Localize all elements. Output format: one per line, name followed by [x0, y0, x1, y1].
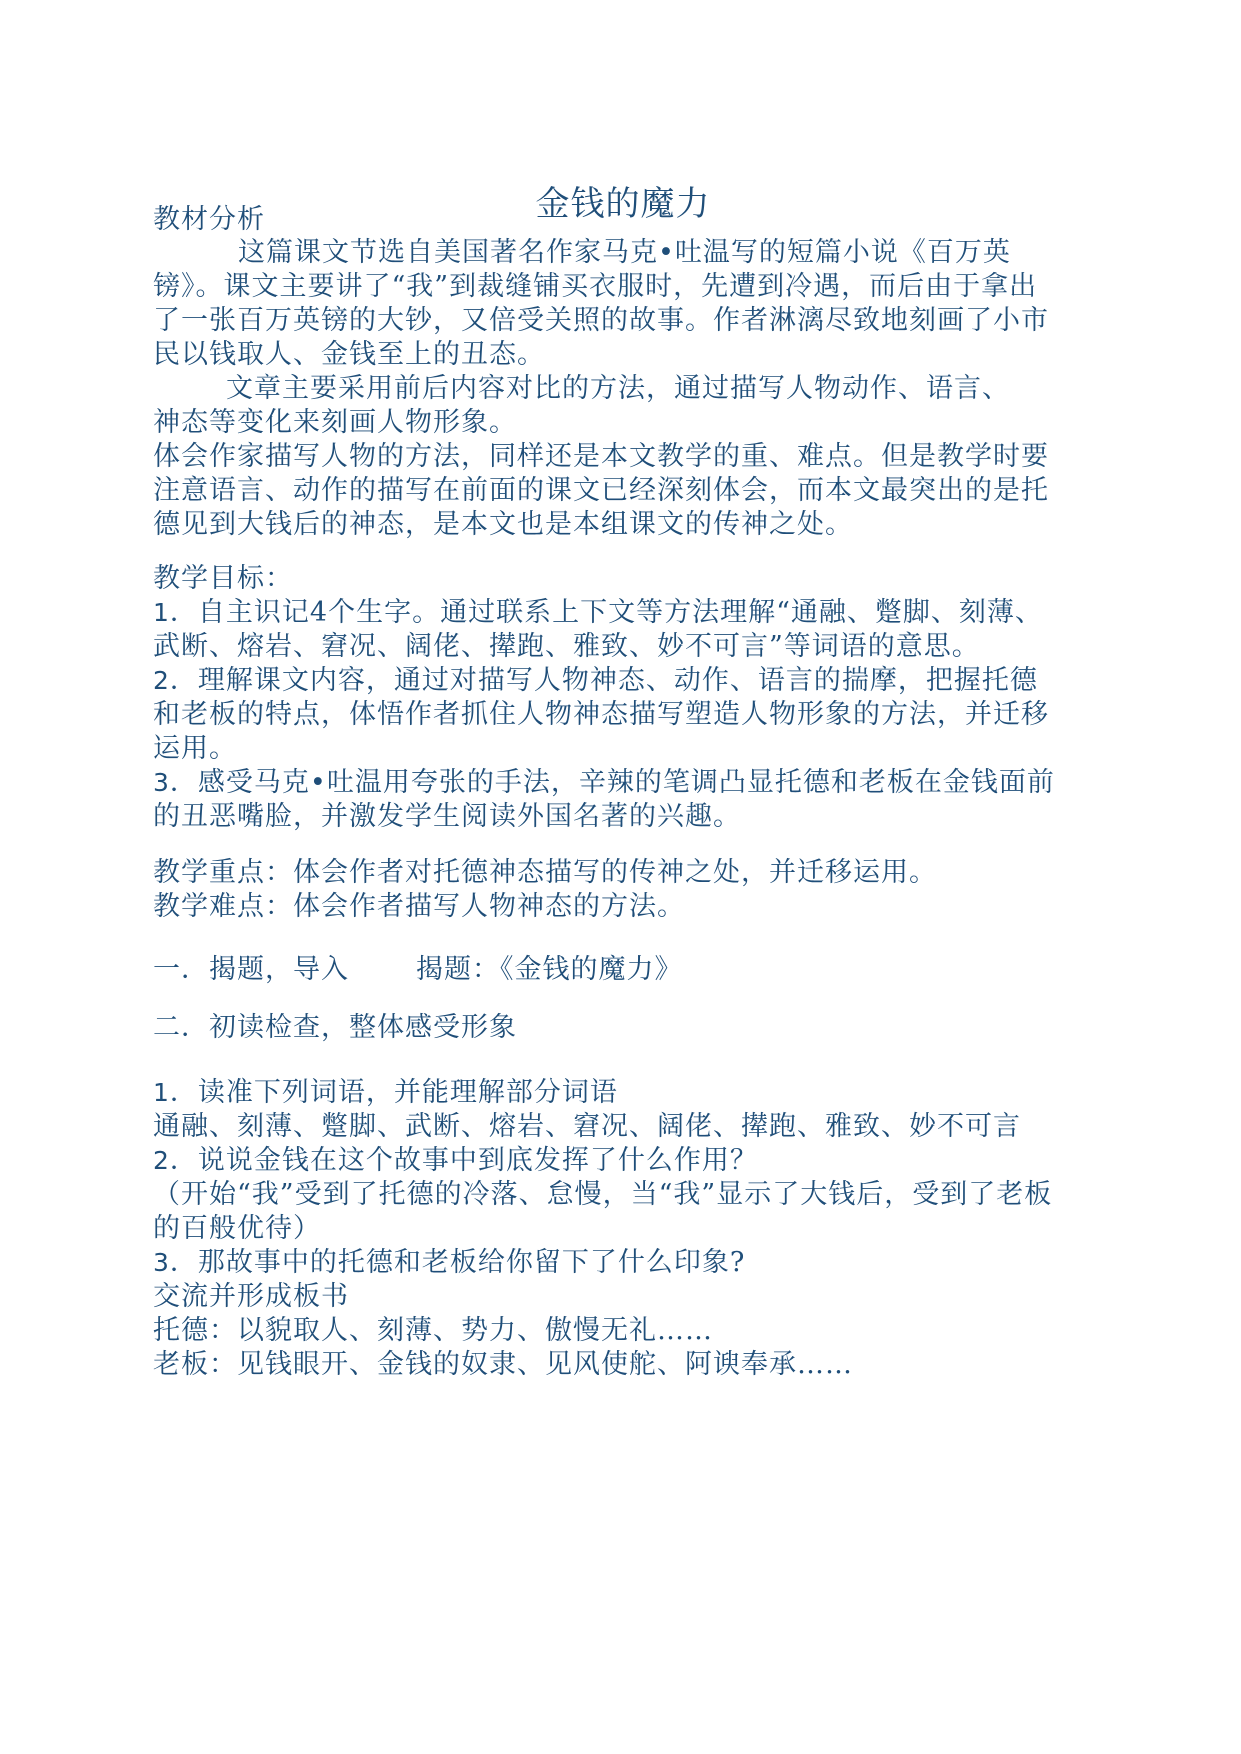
word-list: 通融、刻薄、蹩脚、武断、熔岩、窘况、阔佬、撵跑、雅致、妙不可言	[153, 1111, 1021, 1142]
key-point: 教学重点：体会作者对托德神态描写的传神之处，并迁移运用。	[153, 857, 937, 888]
goal-text: ．感受马克•吐温用夸张的手法，辛辣的笔调凸显托德和老板在金钱面前	[169, 767, 1055, 798]
paragraph-line: 民以钱取人、金钱至上的丑态。	[153, 339, 545, 370]
item-number: 2	[153, 1146, 170, 1175]
board-note-todd: 托德：以貌取人、刻薄、势力、傲慢无礼……	[153, 1315, 713, 1346]
step-two-heading: 二．初读检查，整体感受形象	[153, 1012, 517, 1043]
paragraph-line: 镑》。课文主要讲了“我”到裁缝铺买衣服时，先遭到冷遇，而后由于拿出	[153, 271, 1038, 302]
list-item	[153, 1145, 758, 1177]
paragraph-line: 这篇课文节选自美国著名作家马克•吐温写的短篇小说《百万英	[238, 237, 1011, 268]
item-number: 1	[153, 1078, 170, 1107]
item-text: ．那故事中的托德和老板给你留下了什么印象?	[169, 1247, 746, 1278]
board-note-heading: 交流并形成板书	[153, 1281, 349, 1312]
goal-text: 和老板的特点，体悟作者抓住人物神态描写塑造人物形象的方法，并迁移	[153, 699, 1049, 730]
goal-text: 武断、熔岩、窘况、阔佬、撵跑、雅致、妙不可言”等词语的意思。	[153, 631, 980, 662]
goal-item	[153, 767, 1055, 799]
goal-number: 3	[153, 768, 170, 797]
paragraph-line: 德见到大钱后的神态，是本文也是本组课文的传神之处。	[153, 509, 853, 540]
goal-text: 的丑恶嘴脸，并激发学生阅读外国名著的兴趣。	[153, 801, 741, 832]
answer-line: 的百般优待）	[153, 1213, 321, 1244]
item-number: 3	[153, 1248, 170, 1277]
step-one-content: 揭题：《金钱的魔力》	[416, 954, 683, 985]
item-text: ．说说金钱在这个故事中到底发挥了什么作用？	[169, 1145, 758, 1176]
paragraph-line: 注意语言、动作的描写在前面的课文已经深刻体会，而本文最突出的是托	[153, 475, 1049, 506]
paragraph-line: 神态等变化来刻画人物形象。	[153, 407, 517, 438]
goal-text: ．自主识记4个生字。通过联系上下文等方法理解“通融、蹩脚、刻薄、	[169, 597, 1043, 628]
paragraph-line: 体会作家描写人物的方法，同样还是本文教学的重、难点。但是教学时要	[153, 441, 1049, 472]
goal-item	[153, 665, 1038, 697]
list-item	[153, 1077, 618, 1109]
list-item	[153, 1247, 745, 1279]
goal-text: ．理解课文内容，通过对描写人物神态、动作、语言的揣摩，把握托德	[169, 665, 1038, 696]
paragraph-line: 了一张百万英镑的大钞，又倍受关照的故事。作者淋漓尽致地刻画了小市	[153, 305, 1049, 336]
goal-number: 1	[153, 598, 170, 627]
goal-text: 运用。	[153, 733, 237, 764]
board-note-boss: 老板：见钱眼开、金钱的奴隶、见风使舵、阿谀奉承……	[153, 1349, 853, 1380]
answer-line: （开始“我”受到了托德的冷落、怠慢，当“我”显示了大钱后，受到了老板	[153, 1179, 1053, 1210]
goals-heading: 教学目标：	[153, 563, 293, 594]
goal-number: 2	[153, 666, 170, 695]
goal-item	[153, 597, 1043, 629]
item-text: ．读准下列词语，并能理解部分词语	[169, 1077, 618, 1108]
paragraph-line: 文章主要采用前后内容对比的方法，通过描写人物动作、语言、	[226, 373, 1010, 404]
difficulty-point: 教学难点：体会作者描写人物神态的方法。	[153, 891, 685, 922]
document-title: 金钱的魔力	[535, 184, 711, 224]
step-one-label: 一．揭题，导入	[153, 954, 349, 985]
section-heading-analysis: 教材分析	[153, 204, 265, 235]
